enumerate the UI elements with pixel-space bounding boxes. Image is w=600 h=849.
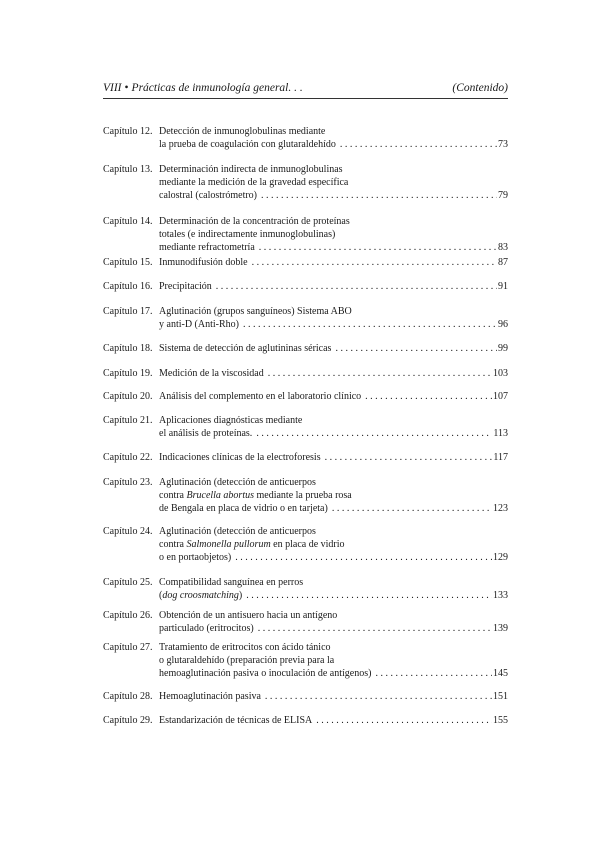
chapter-label: Capítulo 18. bbox=[103, 343, 153, 354]
toc-entry[interactable] bbox=[103, 451, 508, 464]
page-number: 123 bbox=[493, 503, 508, 514]
title-line: Obtención de un antisuero hacia un antígeno bbox=[159, 610, 338, 621]
title-line: Medición de la viscosidad bbox=[159, 368, 264, 379]
header-roman: VIII bbox=[103, 82, 122, 94]
title-line: Indicaciones clínicas de la electroforesis bbox=[159, 452, 321, 463]
chapter-label: Capítulo 28. bbox=[103, 691, 153, 702]
page-number: 145 bbox=[493, 668, 508, 679]
chapter-label: Capítulo 27. bbox=[103, 642, 153, 653]
toc-entry[interactable] bbox=[103, 390, 508, 403]
title-line: Precipitación bbox=[159, 281, 212, 292]
chapter-title bbox=[159, 525, 508, 564]
page-number: 155 bbox=[493, 715, 508, 726]
title-line: Sistema de detección de aglutininas séricas bbox=[159, 343, 332, 354]
chapter-title bbox=[159, 576, 508, 602]
chapter-label: Capítulo 21. bbox=[103, 415, 153, 426]
title-line: contra Salmonella pullorum en placa de vidrio bbox=[159, 539, 345, 550]
chapter-label: Capítulo 12. bbox=[103, 126, 153, 137]
title-line: Inmunodifusión doble bbox=[159, 257, 248, 268]
chapter-title bbox=[159, 451, 508, 464]
chapter-label: Capítulo 29. bbox=[103, 715, 153, 726]
toc-entry[interactable] bbox=[103, 690, 508, 703]
header-rule bbox=[103, 98, 508, 99]
toc-entry[interactable] bbox=[103, 641, 508, 680]
title-line: Aglutinación (detección de anticuerpos bbox=[159, 477, 316, 488]
leader-dots bbox=[235, 551, 492, 564]
title-line: y anti-D (Anti-Rho) bbox=[159, 319, 239, 330]
page-number: 133 bbox=[493, 590, 508, 601]
page-number: 103 bbox=[493, 368, 508, 379]
chapter-label: Capítulo 15. bbox=[103, 257, 153, 268]
chapter-title bbox=[159, 714, 508, 727]
chapter-label: Capítulo 13. bbox=[103, 164, 153, 175]
leader-dots bbox=[316, 714, 492, 727]
header-section: (Contenido) bbox=[452, 82, 508, 94]
leader-dots bbox=[261, 189, 497, 202]
title-line: el análisis de proteínas. bbox=[159, 428, 253, 439]
title-line: Detección de inmunoglobulinas mediante bbox=[159, 126, 326, 137]
chapter-label: Capítulo 14. bbox=[103, 216, 153, 227]
title-line: Análisis del complemento en el laboratorio clínico bbox=[159, 391, 362, 402]
chapter-title bbox=[159, 305, 508, 331]
title-line: contra Brucella abortus mediante la prueba rosa bbox=[159, 490, 352, 501]
leader-dots bbox=[335, 342, 497, 355]
title-line: Determinación de la concentración de proteínas bbox=[159, 216, 350, 227]
title-line: Compatibilidad sanguínea en perros bbox=[159, 577, 304, 588]
chapter-title bbox=[159, 280, 508, 293]
title-line: Aglutinación (detección de anticuerpos bbox=[159, 526, 316, 537]
leader-dots bbox=[258, 622, 492, 635]
page-number: 91 bbox=[498, 281, 508, 292]
title-line: calostral (calostrómetro) bbox=[159, 190, 258, 201]
toc-entry[interactable] bbox=[103, 342, 508, 355]
chapter-label: Capítulo 23. bbox=[103, 477, 153, 488]
toc-entry[interactable] bbox=[103, 367, 508, 380]
title-line: Aglutinación (grupos sanguíneos) Sistema ABO bbox=[159, 306, 352, 317]
leader-dots bbox=[268, 367, 492, 380]
chapter-title bbox=[159, 367, 508, 380]
title-line: hemoaglutinación pasiva o inoculación de antígenos) bbox=[159, 668, 372, 679]
chapter-title bbox=[159, 125, 508, 151]
title-line: o en portaobjetos) bbox=[159, 552, 232, 563]
title-line: (dog croosmatching) bbox=[159, 590, 243, 601]
toc-entry[interactable] bbox=[103, 125, 508, 151]
title-line: Tratamiento de eritrocitos con ácido tánico bbox=[159, 642, 331, 653]
header-book-title: Prácticas de inmunología general. . . bbox=[131, 82, 303, 94]
chapter-title bbox=[159, 641, 508, 680]
page-number: 79 bbox=[498, 190, 508, 201]
leader-dots bbox=[340, 138, 497, 151]
chapter-label: Capítulo 17. bbox=[103, 306, 153, 317]
chapter-title bbox=[159, 256, 508, 269]
page-number: 73 bbox=[498, 139, 508, 150]
leader-dots bbox=[256, 427, 492, 440]
title-line: mediante la medición de la gravedad específica bbox=[159, 177, 349, 188]
leader-dots bbox=[365, 390, 492, 403]
toc-entry[interactable] bbox=[103, 609, 508, 635]
leader-dots bbox=[375, 667, 492, 680]
title-line: mediante refractometría bbox=[159, 242, 255, 253]
page-number: 83 bbox=[498, 242, 508, 253]
toc-entry[interactable] bbox=[103, 215, 508, 254]
header-bullet: • bbox=[124, 82, 129, 94]
leader-dots bbox=[259, 241, 497, 254]
leader-dots bbox=[246, 589, 492, 602]
title-line: totales (e indirectamente inmunoglobulinas) bbox=[159, 229, 336, 240]
page-number: 129 bbox=[493, 552, 508, 563]
toc-entry[interactable] bbox=[103, 305, 508, 331]
title-line: Aplicaciones diagnósticas mediante bbox=[159, 415, 303, 426]
page-number: 99 bbox=[498, 343, 508, 354]
chapter-title bbox=[159, 342, 508, 355]
chapter-label: Capítulo 22. bbox=[103, 452, 153, 463]
toc-entry[interactable] bbox=[103, 256, 508, 269]
title-line: de Bengala en placa de vidrio o en tarjeta) bbox=[159, 503, 328, 514]
page-number: 87 bbox=[498, 257, 508, 268]
page-number: 117 bbox=[493, 452, 508, 463]
chapter-label: Capítulo 20. bbox=[103, 391, 153, 402]
title-line: particulado (eritrocitos) bbox=[159, 623, 254, 634]
running-header bbox=[103, 82, 508, 98]
chapter-label: Capítulo 26. bbox=[103, 610, 153, 621]
toc-entry[interactable] bbox=[103, 280, 508, 293]
chapter-label: Capítulo 16. bbox=[103, 281, 153, 292]
chapter-label: Capítulo 24. bbox=[103, 526, 153, 537]
page-number: 151 bbox=[493, 691, 508, 702]
leader-dots bbox=[243, 318, 497, 331]
toc-entry[interactable] bbox=[103, 714, 508, 727]
title-line: o glutaraldehído (preparación previa para la bbox=[159, 655, 335, 666]
chapter-title bbox=[159, 476, 508, 515]
leader-dots bbox=[265, 690, 492, 703]
title-line: Estandarización de técnicas de ELISA bbox=[159, 715, 313, 726]
chapter-title bbox=[159, 215, 508, 254]
title-line: Determinación indirecta de inmunoglobulinas bbox=[159, 164, 343, 175]
title-line: la prueba de coagulación con glutaraldehído bbox=[159, 139, 336, 150]
chapter-label: Capítulo 25. bbox=[103, 577, 153, 588]
page-number: 139 bbox=[493, 623, 508, 634]
chapter-label: Capítulo 19. bbox=[103, 368, 153, 379]
leader-dots bbox=[216, 280, 497, 293]
title-line: Hemoaglutinación pasiva bbox=[159, 691, 261, 702]
header-left bbox=[103, 82, 303, 94]
chapter-title bbox=[159, 414, 508, 440]
toc-entry[interactable] bbox=[103, 525, 508, 564]
leader-dots bbox=[252, 256, 497, 269]
page-number: 113 bbox=[493, 428, 508, 439]
page-number: 107 bbox=[493, 391, 508, 402]
leader-dots bbox=[332, 502, 492, 515]
toc-entry[interactable] bbox=[103, 476, 508, 515]
toc-entry[interactable] bbox=[103, 163, 508, 202]
chapter-title bbox=[159, 690, 508, 703]
chapter-title bbox=[159, 609, 508, 635]
toc-entry[interactable] bbox=[103, 414, 508, 440]
chapter-title bbox=[159, 163, 508, 202]
toc-entry[interactable] bbox=[103, 576, 508, 602]
page-number: 96 bbox=[498, 319, 508, 330]
chapter-title bbox=[159, 390, 508, 403]
leader-dots bbox=[325, 451, 493, 464]
